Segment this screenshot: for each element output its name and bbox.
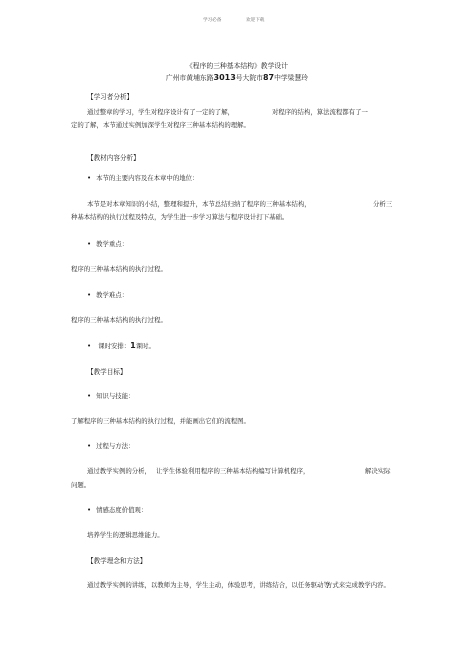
- class-hours-value: 1: [130, 341, 136, 350]
- class-hours-label: 课时安排：: [98, 342, 131, 350]
- learner-paragraph-line1b: 对程序的结构，算法流程都有了一: [272, 108, 368, 116]
- section-material-heading: 【教材内容分析】: [87, 154, 140, 162]
- learner-paragraph-line1a: 通过整章的学习，学生对程序设计有了一定的了解，: [87, 108, 234, 116]
- difficulty-label: • 教学难点：: [87, 291, 128, 299]
- section-method-heading: 【教学理念和方法】: [87, 557, 147, 565]
- author-address: 广州市黄埔东路: [165, 74, 214, 82]
- page-title: 《程序的三种基本结构》教学设计: [186, 62, 288, 70]
- author-address-mid: 号大院市: [235, 74, 263, 82]
- material-paragraph-line2: 种基本结构的执行过程及特点，为学生进一步学习算法与程序设计打下基础。: [71, 213, 289, 221]
- author-school-number: 87: [262, 73, 275, 82]
- header-left-text: 学习必备: [203, 18, 222, 23]
- goal-process-text-a: 通过教学实例的分析，: [87, 467, 151, 475]
- section-goal-heading: 【教学目标】: [87, 368, 127, 376]
- material-bullet-position: • 本节的主要内容及在本章中的地位：: [87, 174, 198, 182]
- goal-process-text-d: 问题。: [71, 481, 91, 489]
- goal-process-text-c: 解决实际: [365, 467, 391, 475]
- author-address-number: 3013: [213, 73, 236, 82]
- key-point-text: 程序的三种基本结构的执行过程。: [71, 265, 167, 273]
- goal-attitude-text: 培养学生的逻辑思维能力。: [87, 531, 164, 539]
- goal-attitude-label: • 情感态度价值观：: [87, 506, 147, 514]
- learner-paragraph-line2: 定的了解，本节通过实例加深学生对程序三种基本结构的理解。: [71, 121, 250, 129]
- class-hours-line: [87, 342, 155, 350]
- method-text-b: 方式来完成教学内容。: [326, 581, 390, 589]
- author-line: [0, 72, 474, 82]
- section-learner-heading: 【学习者分析】: [87, 93, 134, 101]
- difficulty-text: 程序的三种基本结构的执行过程。: [71, 316, 167, 324]
- goal-process-text-b: 让学生体验利用程序的三种基本结构编写计算机程序，: [156, 467, 310, 475]
- goal-process-label: • 过程与方法：: [87, 442, 134, 450]
- author-name: 中学梁慧玲: [274, 74, 309, 82]
- goal-knowledge-text: 了解程序的三种基本结构的执行过程，并能画出它们的流程图。: [71, 417, 250, 425]
- goal-knowledge-label: • 知识与技能：: [87, 392, 134, 400]
- key-point-label: • 教学重点：: [87, 240, 128, 248]
- material-paragraph-line1b: 分析三: [373, 200, 393, 208]
- material-paragraph-line1a: 本节是对本章知识的小结，整理和提升，本节总结归纳了程序的三种基本结构，: [87, 200, 311, 208]
- method-text-a: 通过教学实例的讲练，以教师为主导，学生主动，体验思考，讲练结合，以任务驱动等: [87, 581, 330, 589]
- class-hours-unit: 课时。: [135, 342, 155, 350]
- header-right-text: 欢迎下载: [246, 18, 265, 23]
